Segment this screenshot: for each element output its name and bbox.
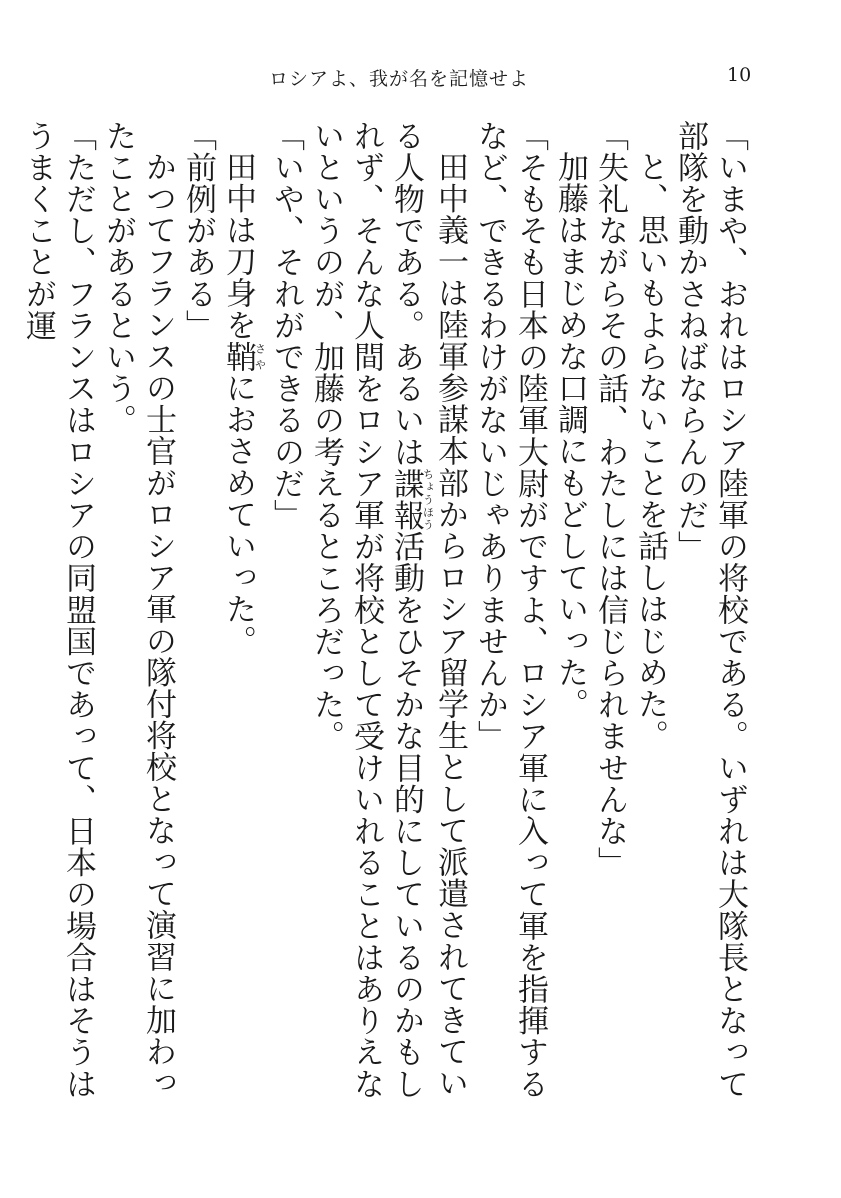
paragraph-1: 「いまや、おれはロシア陸軍の将校である。いずれは大隊長となって部隊を動かさねばならんのだ」: [672, 120, 748, 1100]
paragraph-8-text-after: におさめていった。: [220, 372, 256, 657]
ruby-saya: [220, 340, 267, 373]
running-header: [0, 64, 841, 96]
body-text: [20, 120, 750, 1130]
page-number: 10: [727, 64, 752, 86]
paragraph-2: と、思いもよらないことを話しはじめた。: [632, 151, 668, 752]
ruby-base: 鞘: [220, 340, 256, 373]
ruby-chouhou: [388, 467, 435, 531]
paragraph-8: [218, 120, 266, 1130]
paragraph-4: 加藤はまじめな口調にもどしていった。: [552, 151, 588, 720]
paragraph-7: 「いや、それができるのだ」: [268, 120, 304, 531]
paragraph-6-text-after: 活動をひそかな目的にしているのかもしれず、そんな人間をロシア軍が将校として受けいれることはありえないというのが、加藤の考えるところだった。: [308, 120, 424, 1100]
paragraph-8-text-before: 田中は刀身を: [220, 151, 256, 341]
paragraph-6: [306, 120, 470, 1130]
paragraph-3: 「失礼ながらその話、わたしには信じられませんな」: [592, 120, 628, 879]
paragraph-6-text-before: 田中義一は陸軍参謀本部からロシア留学生として派遣されてきている人物である。あるいは: [388, 120, 468, 1099]
paragraph-10: かつてフランスの士官がロシア軍の隊付将校となって演習に加わったことがあるという。: [100, 120, 176, 1099]
paragraph-11: 「ただし、フランスはロシアの同盟国であって、日本の場合はそうはうまくことが運: [20, 120, 96, 1100]
ruby-reading: さや: [253, 340, 267, 373]
ruby-base: 諜報: [388, 467, 424, 531]
ruby-reading: ちょうほう: [421, 467, 435, 531]
running-title: ロシアよ、我が名を記憶せよ: [268, 68, 529, 90]
paragraph-5: 「そもそも日本の陸軍大尉がですよ、ロシア軍に入って軍を指揮するなど、できるわけがないじゃありませんか」: [472, 120, 548, 1100]
paragraph-9: 「前例がある」: [180, 120, 216, 342]
